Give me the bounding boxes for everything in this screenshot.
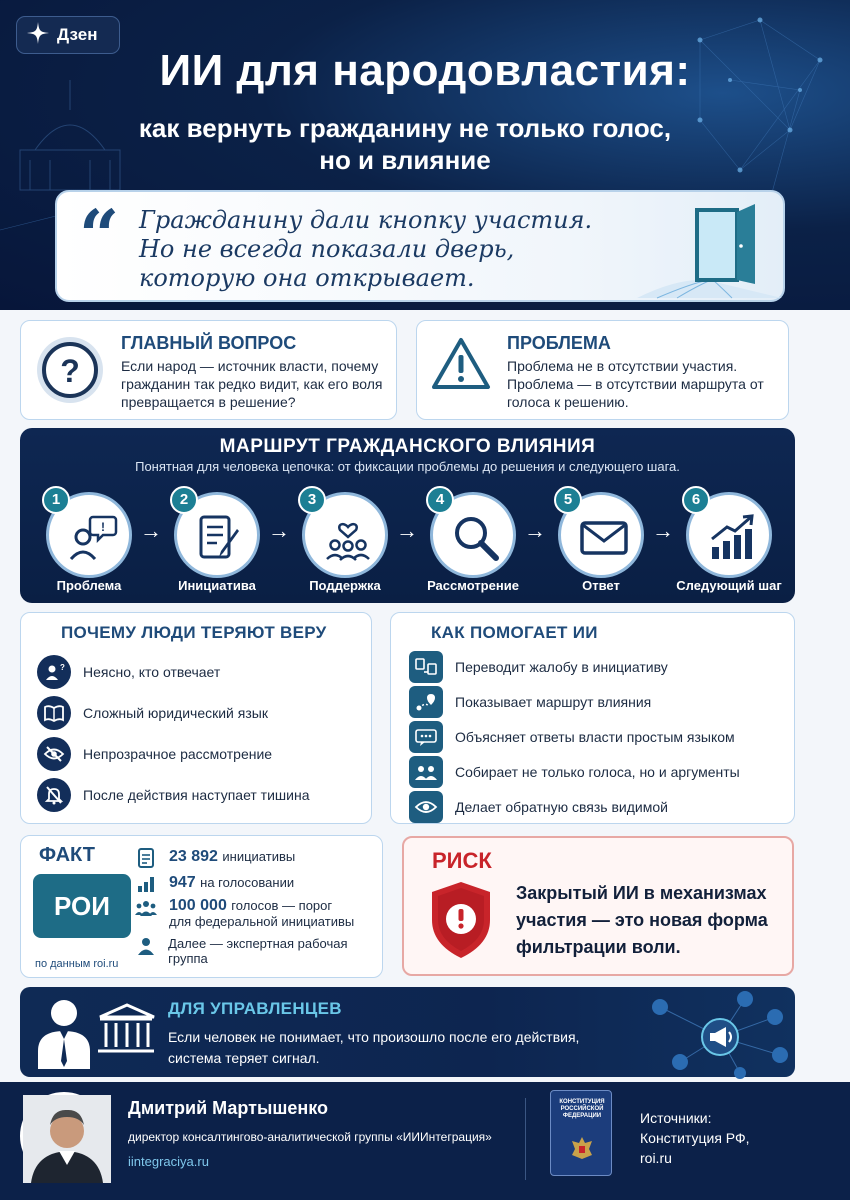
open-door-icon	[637, 198, 782, 298]
route-step-1	[34, 486, 144, 596]
lose-trust-item	[37, 696, 268, 730]
lose-trust-text: Непрозрачное рассмотрение	[83, 746, 273, 762]
shield-alert-icon	[428, 880, 494, 960]
constitution-book	[550, 1090, 612, 1176]
subtitle-line-2: но и влияние	[319, 145, 491, 175]
subtitle-line-1: как вернуть гражданину не только голос,	[138, 113, 672, 143]
group-icon	[135, 898, 157, 918]
arrow-right-icon: →	[268, 518, 290, 543]
step-label: Следующий шаг	[676, 578, 782, 593]
bar-chart-icon	[135, 874, 157, 894]
route-step-6	[674, 486, 784, 596]
problem-line-2: Проблема — в отсутствии маршрута от голоса к решению.	[507, 376, 764, 410]
roi-logo: РОИ	[33, 874, 131, 938]
ai-help-title: КАК ПОМОГАЕТ ИИ	[431, 623, 598, 642]
person-question-icon	[37, 655, 71, 689]
lose-trust-title: ПОЧЕМУ ЛЮДИ ТЕРЯЮТ ВЕРУ	[61, 623, 327, 642]
ai-help-item	[409, 686, 651, 718]
route-step-4	[418, 486, 528, 596]
quote-line-1: Гражданину дали кнопку участия.	[139, 206, 593, 234]
problem-line-1: Проблема не в отсутствии участия.	[507, 358, 738, 374]
eye-slash-icon	[37, 737, 71, 771]
source-1: Конституция РФ,	[640, 1130, 750, 1146]
route-step-2	[162, 486, 272, 596]
footer-divider	[525, 1098, 526, 1180]
step-number: 4	[426, 486, 454, 514]
source-2[interactable]: roi.ru	[640, 1150, 672, 1166]
magnifier-icon	[451, 513, 501, 563]
document-pen-icon	[195, 513, 245, 563]
chat-bubbles-icon	[409, 721, 443, 753]
stat-label: голосов — порог	[231, 898, 333, 913]
ai-help-item	[409, 721, 735, 753]
fact-stat	[135, 898, 354, 930]
network-megaphone-icon	[620, 987, 795, 1077]
arrow-right-icon: →	[524, 518, 546, 543]
ai-help-text: Объясняет ответы власти простым языком	[455, 729, 735, 745]
ai-help-item	[409, 756, 740, 788]
quote-mark-icon: “	[79, 194, 120, 277]
footer	[0, 1082, 850, 1200]
growth-chart-icon	[707, 513, 757, 563]
warning-icon	[431, 337, 491, 391]
stat-number: 947	[169, 874, 196, 891]
eye-icon	[409, 791, 443, 823]
risk-text: Закрытый ИИ в механизмах участия — это новая форма фильтрации воли.	[516, 883, 768, 957]
dzen-star-icon	[27, 22, 49, 49]
step-number: 2	[170, 486, 198, 514]
author-name: Дмитрий Мартышенко	[128, 1098, 328, 1118]
fact-stat	[135, 874, 294, 894]
stat-label: Далее — экспертная рабочая группа	[168, 936, 348, 966]
sources-block	[640, 1108, 830, 1168]
arrow-right-icon: →	[396, 518, 418, 543]
arrow-right-icon: →	[140, 518, 162, 543]
ai-help-item	[409, 791, 668, 823]
route-step-3	[290, 486, 400, 596]
manager-building-icon	[34, 995, 154, 1069]
route-step-5	[546, 486, 656, 596]
route-title: МАРШРУТ ГРАЖДАНСКОГО ВЛИЯНИЯ	[219, 436, 596, 457]
main-question-title: ГЛАВНЫЙ ВОПРОС	[121, 333, 297, 353]
lose-trust-text: Сложный юридический язык	[83, 705, 268, 721]
risk-title: РИСК	[432, 848, 492, 873]
svg-text:?: ?	[60, 353, 80, 389]
ai-help-text: Переводит жалобу в инициативу	[455, 659, 668, 675]
quote-line-3: которую она открывает.	[139, 264, 475, 292]
author-role: директор консалтингово-аналитической группы «ИИИнтеграция»	[128, 1130, 492, 1144]
header-banner	[0, 0, 850, 310]
ai-help-text: Показывает маршрут влияния	[455, 694, 652, 710]
main-question-text: Если народ — источник власти, почему гражданин так редко видит, как его воля превращается в решение?	[121, 358, 383, 410]
managers-title: ДЛЯ УПРАВЛЕНЦЕВ	[168, 999, 342, 1018]
lose-trust-text: После действия наступает тишина	[83, 787, 310, 803]
problem-card	[416, 320, 789, 420]
problem-text	[507, 357, 777, 411]
ai-help-item	[409, 651, 668, 683]
fact-title: ФАКТ	[39, 844, 95, 866]
bell-slash-icon	[37, 778, 71, 812]
page-subtitle	[120, 112, 690, 176]
step-label: Ответ	[582, 578, 620, 593]
ai-help-text: Собирает не только голоса, но и аргументы	[455, 764, 740, 780]
fact-card	[20, 835, 383, 978]
book-icon	[37, 696, 71, 730]
svg-text:?: ?	[60, 663, 65, 672]
person-speech-icon	[67, 513, 117, 563]
page-title: ИИ для народовластия:	[159, 46, 691, 95]
step-number: 5	[554, 486, 582, 514]
step-label: Проблема	[56, 578, 122, 593]
dzen-badge[interactable]	[16, 16, 120, 54]
eagle-emblem-icon	[571, 1135, 593, 1161]
lose-trust-item	[37, 778, 310, 812]
group-heart-icon	[323, 513, 373, 563]
lose-trust-item	[37, 655, 220, 689]
fact-stat	[135, 848, 295, 868]
route-pin-icon	[409, 686, 443, 718]
route-subtitle: Понятная для человека цепочка: от фиксации проблемы до решения и следующего шага.	[135, 459, 680, 474]
stat-number: 100 000	[169, 897, 227, 914]
ai-help-card	[390, 612, 795, 824]
step-label: Поддержка	[309, 578, 381, 593]
managers-card	[20, 987, 795, 1077]
people-group-icon	[409, 756, 443, 788]
managers-text: Если человек не понимает, что произошло после его действия, система теряет сигнал.	[168, 1029, 580, 1066]
stat-number: 23 892	[169, 848, 218, 865]
step-number: 1	[42, 486, 70, 514]
envelope-icon	[579, 513, 629, 563]
lose-trust-item	[37, 737, 272, 771]
lose-trust-text: Неясно, кто отвечает	[83, 664, 221, 680]
fact-stat	[135, 936, 382, 966]
sources-label: Источники:	[640, 1110, 712, 1126]
question-icon	[35, 335, 105, 405]
stat-label: инициативы	[222, 849, 296, 864]
svg-text:!: !	[101, 520, 105, 534]
person-icon	[135, 936, 156, 956]
convert-icon	[409, 651, 443, 683]
fact-source: по данным roi.ru	[35, 958, 119, 970]
book-title: КОНСТИТУЦИЯ РОССИЙСКОЙ ФЕДЕРАЦИИ	[559, 1099, 605, 1119]
step-label: Рассмотрение	[427, 578, 519, 593]
problem-title: ПРОБЛЕМА	[507, 333, 611, 353]
step-label: Инициатива	[178, 578, 256, 593]
step-number: 6	[682, 486, 710, 514]
risk-card	[402, 836, 794, 976]
document-icon	[135, 848, 157, 868]
step-number: 3	[298, 486, 326, 514]
stat-label-2: для федеральной инициативы	[169, 914, 355, 929]
author-avatar	[20, 1092, 108, 1180]
ai-help-text: Делает обратную связь видимой	[455, 799, 668, 815]
quote-text	[139, 206, 609, 293]
route-section	[20, 428, 795, 603]
arrow-right-icon: →	[652, 518, 674, 543]
dzen-label: Дзен	[57, 25, 98, 44]
stat-label: на голосовании	[200, 875, 295, 890]
quote-card	[55, 190, 785, 302]
main-question-card	[20, 320, 397, 420]
lose-trust-card	[20, 612, 372, 824]
quote-line-2: Но не всегда показали дверь,	[139, 235, 515, 263]
author-site-link[interactable]: iintegraciya.ru	[128, 1154, 209, 1169]
